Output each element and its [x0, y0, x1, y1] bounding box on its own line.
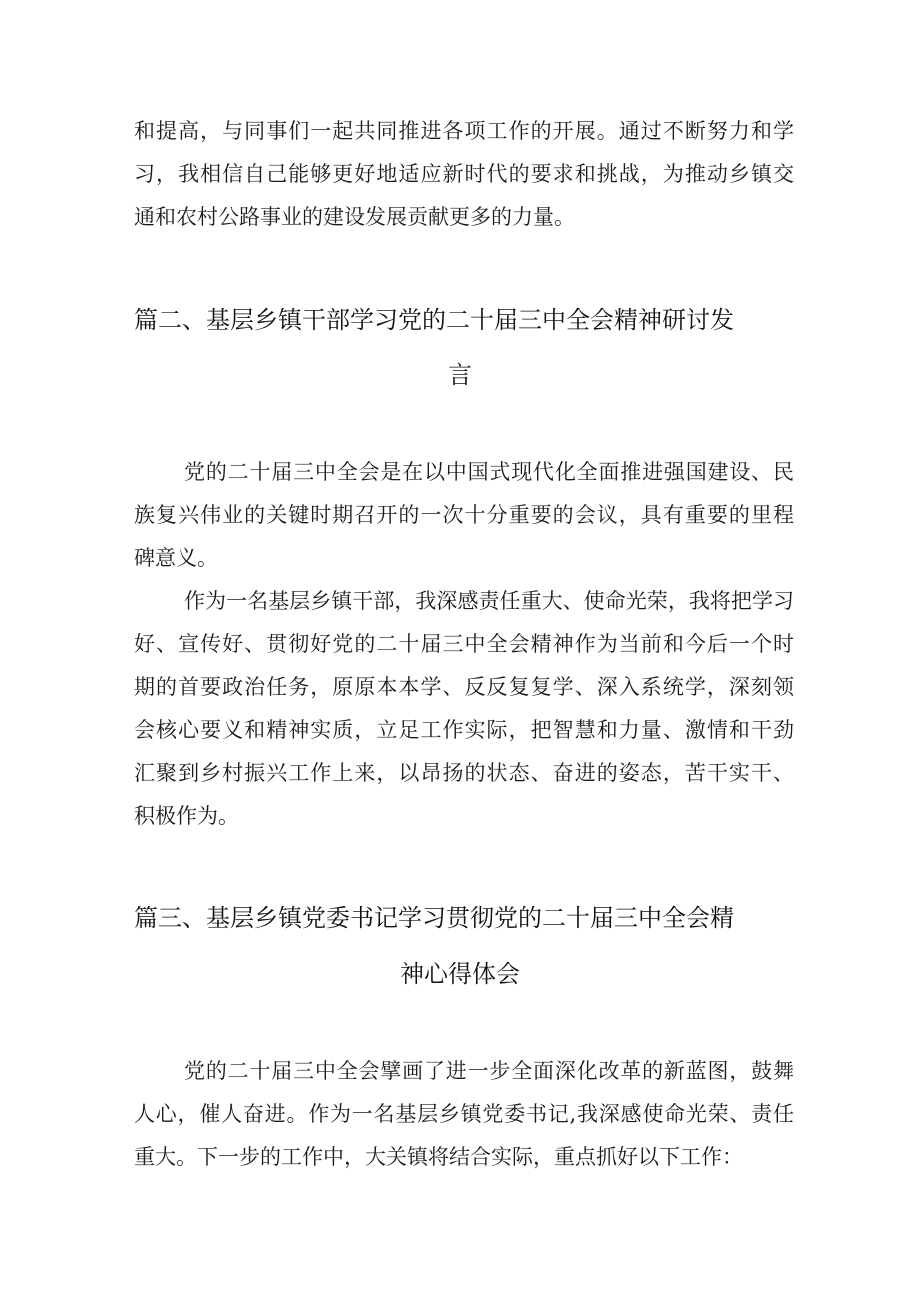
section2-heading-line-1: 篇二、基层乡镇干部学习党的二十届三中全会精神研讨发 — [134, 306, 734, 334]
section2-p2-line-3: 期的首要政治任务，原原本本学、反反复复学、深入系统学，深刻领 — [134, 675, 794, 699]
section2-p2-line-1: 作为一名基层乡镇干部，我深感责任重大、使命光荣，我将把学习 — [184, 589, 794, 613]
section2-p2-line-5: 汇聚到乡村振兴工作上来，以昂扬的状态、奋进的姿态，苦干实干、 — [134, 761, 794, 785]
section3-p1-line-2: 人心，催人奋进。作为一名基层乡镇党委书记,我深感使命光荣、责任 — [134, 1102, 794, 1126]
intro-line-1: 和提高，与同事们一起共同推进各项工作的开展。通过不断努力和学 — [134, 119, 794, 143]
section2-heading-line-2: 言 — [448, 361, 472, 389]
section2-p1-line-1: 党的二十届三中全会是在以中国式现代化全面推进强国建设、民 — [184, 460, 794, 484]
intro-line-3: 通和农村公路事业的建设发展贡献更多的力量。 — [134, 205, 575, 229]
section2-p1-line-2: 族复兴伟业的关键时期召开的一次十分重要的会议，具有重要的里程 — [134, 503, 794, 527]
section2-p1-line-3: 碑意义。 — [134, 546, 218, 570]
section3-heading-line-1: 篇三、基层乡镇党委书记学习贯彻党的二十届三中全会精 — [134, 904, 734, 932]
section2-p2-line-2: 好、宣传好、贯彻好党的二十届三中全会精神作为当前和今后一个时 — [134, 632, 794, 656]
section2-p2-line-4: 会核心要义和精神实质，立足工作实际，把智慧和力量、激情和干劲 — [134, 718, 794, 742]
section3-p1-line-3: 重大。下一步的工作中，大关镇将结合实际，重点抓好以下工作： — [134, 1145, 743, 1169]
intro-line-2: 习，我相信自己能够更好地适应新时代的要求和挑战，为推动乡镇交 — [134, 162, 794, 186]
section2-p2-line-6: 积极作为。 — [134, 804, 239, 828]
section3-heading-line-2: 神心得体会 — [400, 960, 520, 988]
section3-p1-line-1: 党的二十届三中全会擘画了进一步全面深化改革的新蓝图，鼓舞 — [184, 1059, 794, 1083]
